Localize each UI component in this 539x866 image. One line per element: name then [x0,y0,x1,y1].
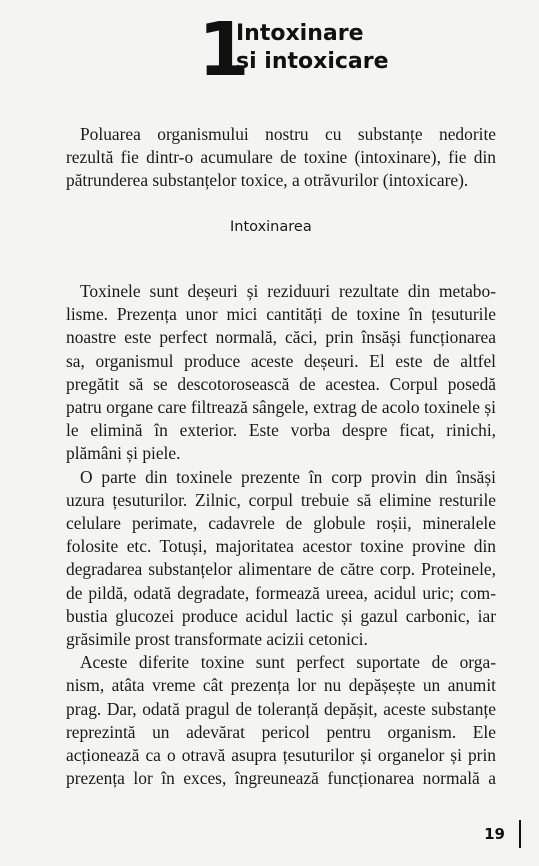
paragraph-line: prezența lor în exces, îngreunează funcționarea normală a [66,768,496,789]
paragraph-line: bustia glucozei produce acidul lactic și gazul carbonic, iar [66,605,496,626]
paragraph-line: nism, atâta vreme cât prezența lor nu depășește un anumit [66,675,496,696]
body-text [66,280,496,790]
intro-paragraph [66,123,496,193]
paragraph-1 [66,280,496,466]
paragraph-line: O parte din toxinele prezente în corp provin din însăși [80,466,496,487]
page-footer [484,820,521,848]
paragraph-line: sa, organismul produce aceste deșeuri. El este de altfel [66,350,496,371]
page-number: 19 [484,825,505,843]
chapter-title-line-1: Intoxinare [236,21,364,46]
paragraph-3 [66,651,496,790]
paragraph-line: acționează ca o otravă asupra țesuturilor și organelor și prin [66,745,496,766]
paragraph-line: pregătit să se descotorosească de acestea. Corpul posedă [66,373,496,394]
intro-line: Poluarea organismului nostru cu substanțe nedorite [80,124,496,144]
paragraph-line: reprezintă un adevărat pericol pentru organism. Ele [66,721,496,742]
paragraph-line: degradarea substanțelor alimentare de către corp. Proteinele, [66,559,496,580]
paragraph-line: le elimină în exterior. Este vorba despre ficat, rinichi, [66,420,496,441]
chapter-header [198,7,458,93]
paragraph-line: Toxinele sunt deșeuri și reziduuri rezultate din metabo- [80,281,496,301]
paragraph-2 [66,466,496,652]
paragraph-line: plămâni și piele. [66,443,181,464]
paragraph-line: noastre este perfect normală, căci, prin însăși funcționarea [66,327,496,348]
paragraph-line: patru organe care filtrează sângele, extrag de acolo toxinele și [66,397,496,418]
paragraph-line: lisme. Prezența unor mici cantități de toxine în țesuturile [66,304,496,325]
intro-line: pătrunderea substanțelor toxice, a otrăvurilor (intoxicare). [66,170,469,191]
footer-rule [519,820,521,848]
paragraph-line: prag. Dar, odată pragul de toleranță depășit, aceste substanțe [66,698,496,719]
intro-line: rezultă fie dintr-o acumulare de toxine (intoxinare), fie din [66,147,496,168]
chapter-number: 1 [198,7,250,93]
section-heading: Intoxinarea [230,219,312,235]
paragraph-line: Aceste diferite toxine sunt perfect suportate de orga- [80,652,496,673]
chapter-title-line-2: și intoxicare [236,49,389,74]
paragraph-line: celulare perimate, cadavrele de globule roșii, mineralele [66,513,496,534]
paragraph-line: grăsimile prost transformate acizii cetonici. [66,629,368,650]
paragraph-line: uzura țesuturilor. Zilnic, corpul trebuie să elimine resturile [66,489,496,510]
paragraph-line: folosite etc. Totuși, majoritatea acestor toxine provine din [66,536,496,557]
paragraph-line: de pildă, odată degradate, formează ureea, acidul uric; com- [66,582,496,603]
